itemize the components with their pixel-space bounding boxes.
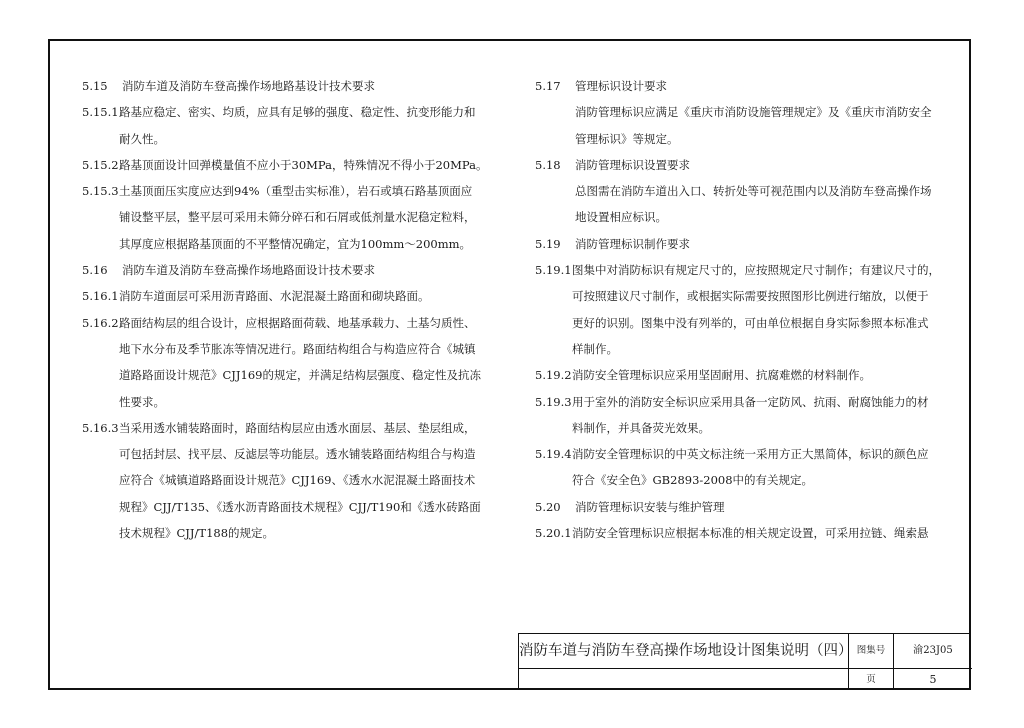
clause-text: 消防安全管理标识应采用坚固耐用、抗腐难燃的材料制作。 [572,368,871,383]
clause-item [535,257,965,283]
clause-text: 符合《安全色》GB2893-2008中的有关规定。 [572,473,814,488]
clause-text: 消防车道及消防车登高操作场地路面设计技术要求 [122,263,375,278]
clause-item [535,520,965,546]
clause-text: 铺设整平层，整平层可采用未筛分碎石和石屑或低剂量水泥稳定粒料， [119,210,476,225]
clause-item [82,178,512,204]
clause-text: 路面结构层的组合设计，应根据路面荷载、地基承载力、土基匀质性、 [119,315,476,330]
clause-item [82,152,512,178]
clause-continuation [535,126,965,152]
right-text-column [535,73,965,546]
clause-text: 图集中对消防标识有规定尺寸的，应按照规定尺寸制作；有建议尺寸的， [572,263,940,278]
clause-item [82,99,512,125]
clause-continuation [82,467,512,493]
clause-continuation [535,99,965,125]
clause-number: 5.16 [82,263,108,278]
left-text-column [82,73,512,546]
clause-text: 当采用透水铺装路面时，路面结构层应由透水面层、基层、垫层组成， [119,420,476,435]
clause-continuation [535,336,965,362]
drawing-sheet [48,39,971,690]
clause-text: 消防管理标识安装与维护管理 [575,499,725,514]
clause-continuation [82,362,512,388]
clause-continuation [82,204,512,230]
title-block [518,633,971,690]
clause-text: 可包括封层、找平层、反滤层等功能层。透水铺装路面结构组合与构造 [119,447,476,462]
clause-number: 5.16.3 [82,420,119,435]
clause-text: 消防管理标识制作要求 [575,236,690,251]
clause-text: 消防安全管理标识应根据本标准的相关规定设置，可采用拉链、绳索悬 [572,526,929,541]
atlas-title: 消防车道与消防车登高操作场地设计图集说明（四） [519,634,849,668]
clause-number: 5.15.3 [82,184,119,199]
clause-number: 5.19.2 [535,368,572,383]
clause-text: 地设置相应标识。 [575,210,667,225]
clause-item [82,283,512,309]
clause-continuation [535,310,965,336]
atlas-number-label: 图集号 [849,634,894,668]
clause-text: 样制作。 [572,341,618,356]
clause-number: 5.19 [535,236,561,251]
clause-text: 消防安全管理标识的中英文标注统一采用方正大黑简体，标识的颜色应 [572,447,929,462]
clause-item [82,415,512,441]
clause-text: 消防管理标识设置要求 [575,157,690,172]
clause-text: 路基顶面设计回弹模量值不应小于30MPa，特殊情况不得小于20MPa。 [119,157,488,172]
clause-text: 消防车道面层可采用沥青路面、水泥混凝土路面和砌块路面。 [119,289,430,304]
section-heading [82,73,512,99]
clause-number: 5.19.3 [535,394,572,409]
page-label: 页 [849,668,894,690]
title-block-empty-cell [519,668,849,690]
clause-number: 5.17 [535,79,561,93]
clause-number: 5.16.1 [82,289,119,304]
clause-text: 料制作，并具备荧光效果。 [572,420,710,435]
clause-text: 可按照建议尺寸制作，或根据实际需要按照图形比例进行缩放，以便于 [572,289,929,304]
clause-item [535,389,965,415]
section-heading [535,152,965,178]
clause-continuation [82,494,512,520]
clause-continuation [82,520,512,546]
clause-text: 消防管理标识应满足《重庆市消防设施管理规定》及《重庆市消防安全 [575,105,932,120]
section-heading [535,73,965,99]
clause-item [535,362,965,388]
atlas-number: 渝23J05 [913,645,953,656]
clause-text: 地下水分布及季节胀冻等情况进行。路面结构组合与构造应符合《城镇 [119,341,476,356]
clause-text: 其厚度应根据路基顶面的不平整情况确定，宜为100mm～200mm。 [119,236,472,251]
clause-number: 5.18 [535,157,561,172]
clause-number: 5.19.1 [535,263,572,278]
clause-continuation [535,283,965,309]
clause-text: 道路路面设计规范》CJJ169的规定，并满足结构层强度、稳定性及抗冻 [119,368,481,383]
clause-text: 更好的识别。图集中没有列举的，可由单位根据自身实际参照本标准式 [572,315,929,330]
clause-continuation [535,204,965,230]
clause-item [82,310,512,336]
section-heading [82,257,512,283]
section-heading [535,231,965,257]
clause-text: 技术规程》CJJ/T188的规定。 [119,526,275,541]
clause-continuation [82,441,512,467]
clause-text: 消防车道及消防车登高操作场地路基设计技术要求 [122,79,375,93]
clause-item [535,441,965,467]
clause-continuation [535,415,965,441]
page-number: 5 [894,668,972,690]
clause-text: 路基应稳定、密实、均质，应具有足够的强度、稳定性、抗变形能力和 [119,105,476,120]
clause-text: 管理标识》等规定。 [575,131,679,146]
clause-number: 5.15 [82,79,108,93]
clause-continuation [82,336,512,362]
clause-number: 5.20 [535,499,561,514]
section-heading [535,494,965,520]
clause-number: 5.20.1 [535,526,572,541]
clause-number: 5.15.2 [82,157,119,172]
clause-text: 应符合《城镇道路路面设计规范》CJJ169、《透水水泥混凝土路面技术 [119,473,476,488]
clause-number: 5.15.1 [82,105,119,120]
clause-text: 管理标识设计要求 [575,79,667,93]
clause-continuation [82,389,512,415]
clause-continuation [535,178,965,204]
clause-text: 规程》CJJ/T135、《透水沥青路面技术规程》CJJ/T190和《透水砖路面 [119,499,481,514]
clause-continuation [535,467,965,493]
clause-text: 耐久性。 [119,131,165,146]
clause-number: 5.16.2 [82,315,119,330]
clause-number: 5.19.4 [535,447,572,462]
clause-text: 土基顶面压实度应达到94%（重型击实标准），岩石或填石路基顶面应 [119,184,473,199]
clause-continuation [82,231,512,257]
clause-text: 用于室外的消防安全标识应采用具备一定防风、抗雨、耐腐蚀能力的材 [572,394,929,409]
clause-text: 总图需在消防车道出入口、转折处等可视范围内以及消防车登高操作场 [575,184,932,199]
clause-continuation [82,126,512,152]
clause-text: 性要求。 [119,394,165,409]
